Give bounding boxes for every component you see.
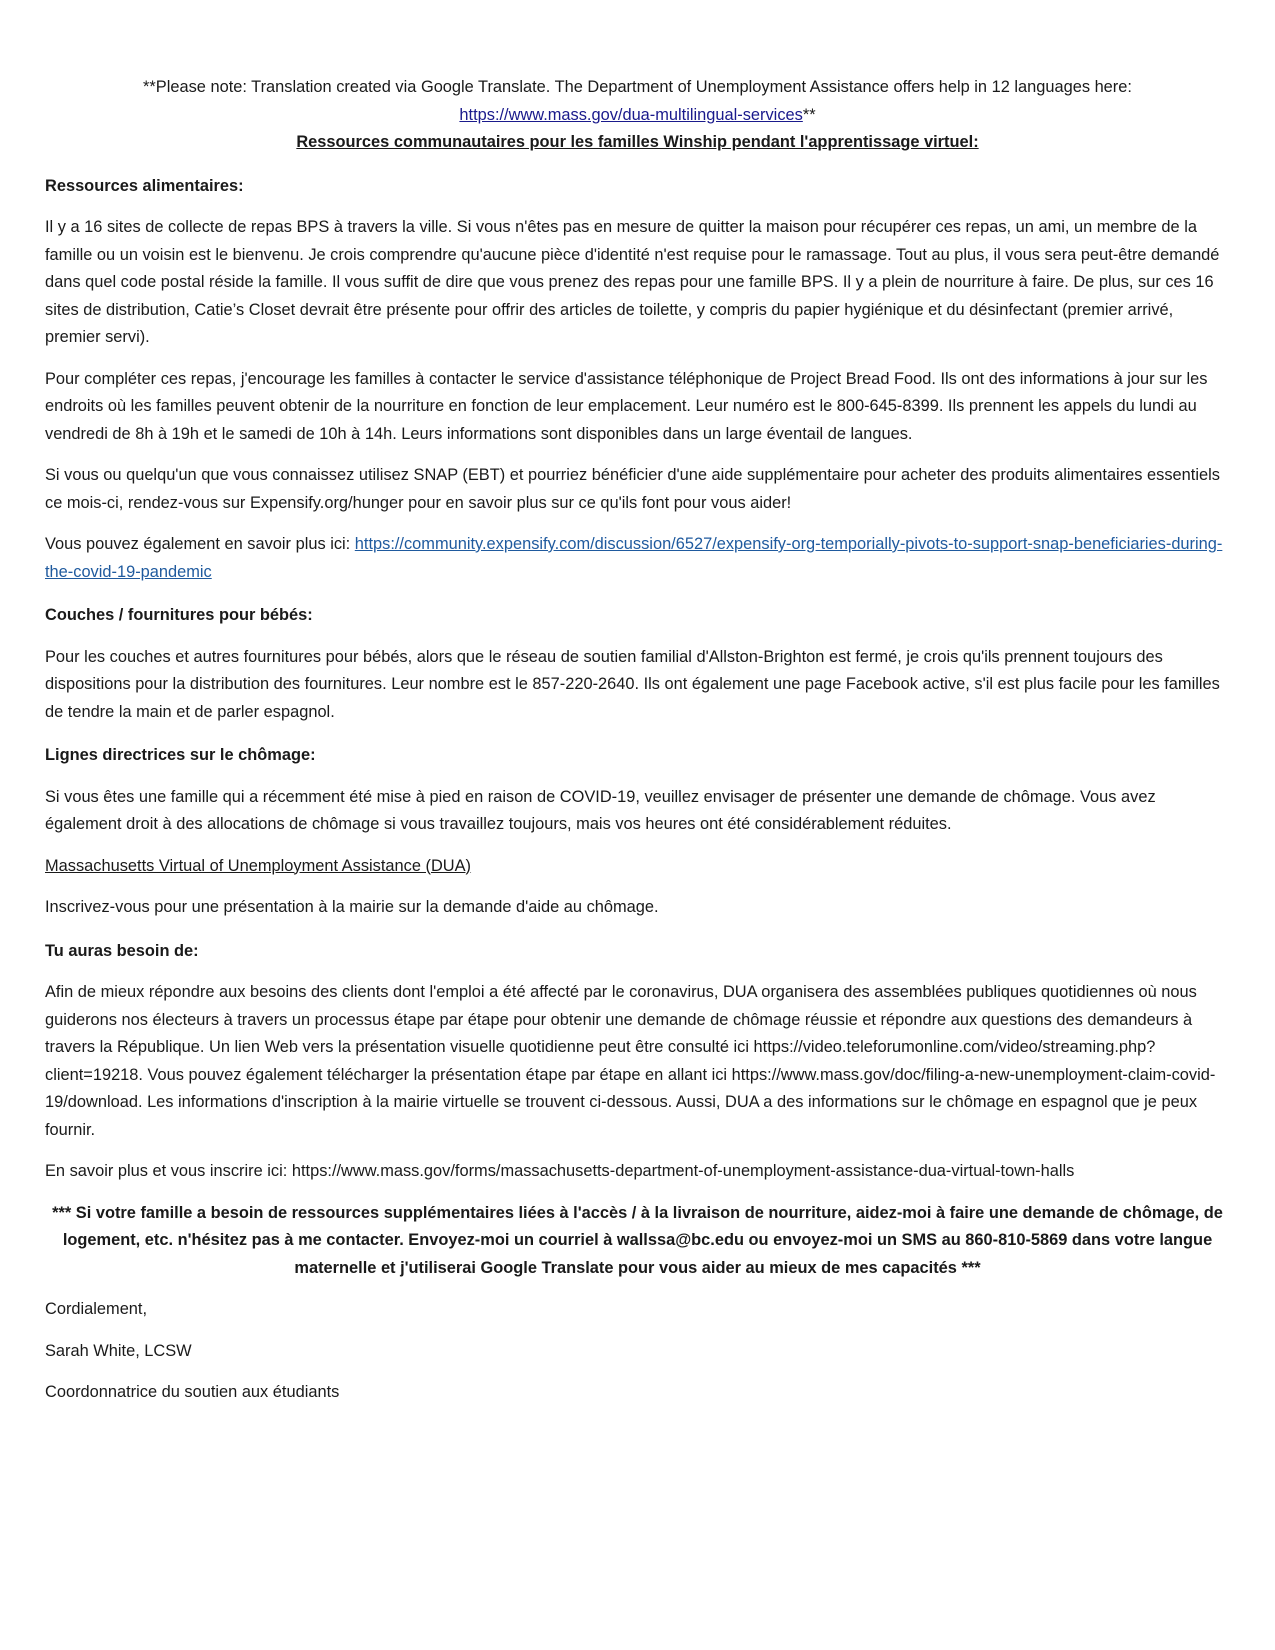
learn-more-prefix: Vous pouvez également en savoir plus ici: bbox=[45, 535, 355, 553]
translation-note bbox=[45, 74, 1230, 129]
food-resources-heading: Ressources alimentaires: bbox=[45, 176, 244, 195]
register-here-paragraph: En savoir plus et vous inscrire ici: https://www.mass.gov/forms/massachusetts-department-of-unemployment-assistance-dua-virtual-town-halls bbox=[45, 1162, 1075, 1180]
signature-role: Coordonnatrice du soutien aux étudiants bbox=[45, 1383, 340, 1401]
unemployment-heading: Lignes directrices sur le chômage: bbox=[45, 746, 316, 764]
dua-town-halls-paragraph: Afin de mieux répondre aux besoins des clients dont l'emploi a été affecté par le coronavirus, DUA organisera des assemblées publiques quotidiennes où nous guiderons nos électeurs à travers un processus étape par étape pour obtenir une demande de chômage réussie et répondre aux questions des demandeurs à travers la République. Un lien Web vers la présentation visuelle quotidienne peut être consulté ici https://video.teleforumonline.com/video/streaming.php?client=19218. Vous pouvez également télécharger la présentation étape par étape en allant ici https://www.mass.gov/doc/filing-a-new-unemployment-claim-covid-19/download. Les informations d'inscription à la mairie virtuelle se trouvent ci-dessous. Aussi, DUA a des informations sur le chômage en espagnol que je peux fournir. bbox=[45, 983, 1216, 1139]
baby-supplies-heading: Couches / fournitures pour bébés: bbox=[45, 606, 313, 624]
signature-closing: Cordialement, bbox=[45, 1300, 148, 1318]
translation-note-text: **Please note: Translation created via Google Translate. The Department of Unemployment Assistance offers help in 12 languages here: bbox=[143, 78, 1132, 96]
page-title: Ressources communautaires pour les familles Winship pendant l'apprentissage virtuel: bbox=[296, 133, 979, 151]
you-will-need-heading: Tu auras besoin de: bbox=[45, 941, 199, 960]
food-paragraph-project-bread: Pour compléter ces repas, j'encourage les familles à contacter le service d'assistance téléphonique de Project Bread Food. Ils ont des informations à jour sur les endroits où les familles peuvent obtenir de la nourriture en fonction de leur emplacement. Leur numéro est le 800-645-8399. Ils prennent les appels du lundi au vendredi de 8h à 19h et le samedi de 10h à 14h. Leurs informations sont disponibles dans un large éventail de langues. bbox=[45, 369, 1208, 443]
multilingual-services-link[interactable]: https://www.mass.gov/dua-multilingual-services bbox=[459, 105, 803, 124]
unemployment-paragraph: Si vous êtes une famille qui a récemment été mise à pied en raison de COVID-19, veuillez envisager de présenter une demande de chômage. Vous avez également droit à des allocations de chômage si vous travaillez toujours, mais vos heures ont été considérablement réduites. bbox=[45, 787, 1156, 833]
town-hall-signup-paragraph: Inscrivez-vous pour une présentation à la mairie sur la demande d'aide au chômage. bbox=[45, 898, 659, 916]
expensify-discussion-link[interactable]: https://community.expensify.com/discussion/6527/expensify-org-temporially-pivots-to-support-snap-beneficiaries-during-the-covid-19-pandemic bbox=[45, 535, 1223, 581]
document-page bbox=[45, 74, 1230, 1407]
food-paragraph-learn-more bbox=[45, 531, 1230, 586]
food-paragraph-meal-sites: Il y a 16 sites de collecte de repas BPS à travers la ville. Si vous n'êtes pas en mesure de quitter la maison pour récupérer ces repas, un ami, un membre de la famille ou un voisin est le bienvenu. Je crois comprendre qu'aucune pièce d'identité n'est requise pour le ramassage. Tout au plus, il vous sera peut-être demandé dans quel code postal réside la famille. Il vous suffit de dire que vous prenez des repas pour une famille BPS. Il y a plein de nourriture à faire. De plus, sur ces 16 sites de distribution, Catie’s Closet devrait être présente pour offrir des articles de toilette, y compris du papier hygiénique et du désinfectant (premier arrivé, premier servi). bbox=[45, 218, 1220, 346]
contact-notice: *** Si votre famille a besoin de ressources supplémentaires liées à l'accès / à la livraison de nourriture, aidez-moi à faire une demande de chômage, de logement, etc. n'hésitez pas à me contacter. Envoyez-moi un courriel à wallssa@bc.edu ou envoyez-moi un SMS au 860-810-5869 dans votre langue maternelle et j'utiliserai Google Translate pour vous aider au mieux de mes capacités *** bbox=[52, 1203, 1223, 1277]
food-paragraph-snap: Si vous ou quelqu'un que vous connaissez utilisez SNAP (EBT) et pourriez bénéficier d'une aide supplémentaire pour acheter des produits alimentaires essentiels ce mois-ci, rendez-vous sur Expensify.org/hunger pour en savoir plus sur ce qu'ils font pour vous aider! bbox=[45, 466, 1220, 512]
baby-supplies-paragraph: Pour les couches et autres fournitures pour bébés, alors que le réseau de soutien familial d'Allston-Brighton est fermé, je crois qu'ils prennent toujours des dispositions pour la distribution des fournitures. Leur nombre est le 857-220-2640. Ils ont également une page Facebook active, s'il est plus facile pour les familles de tendre la main et de parler espagnol. bbox=[45, 647, 1220, 721]
translation-note-suffix: ** bbox=[802, 105, 816, 124]
dua-link[interactable]: Massachusetts Virtual of Unemployment Assistance (DUA) bbox=[45, 856, 472, 875]
signature-name: Sarah White, LCSW bbox=[45, 1341, 192, 1360]
